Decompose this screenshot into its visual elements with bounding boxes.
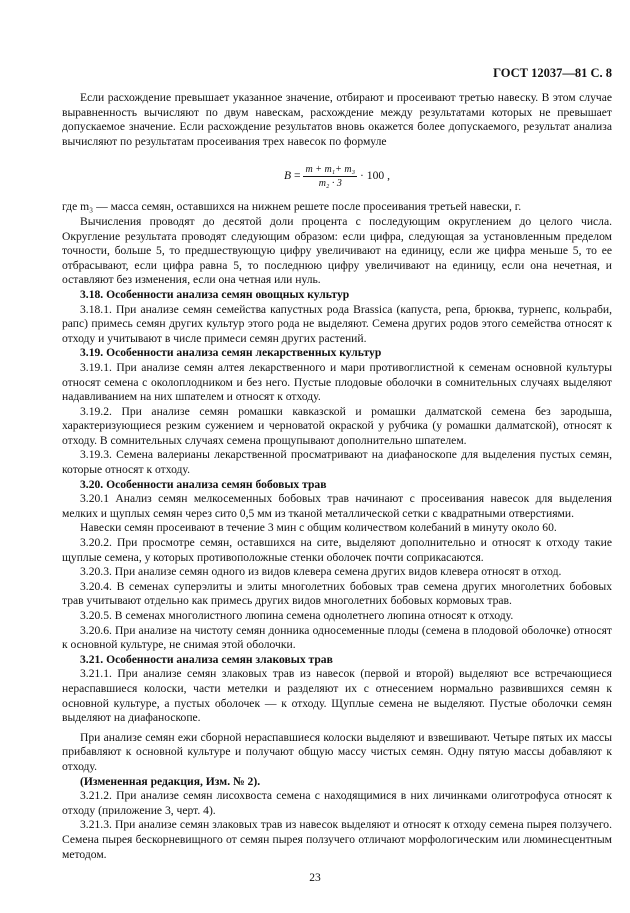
paragraph: 3.20.5. В семенах многолистного люпина семена однолетнего люпина относят к отходу.: [80, 609, 514, 622]
section-heading: (Измененная редакция, Изм. № 2).: [80, 774, 261, 788]
paragraph: 3.19.2. При анализе семян ромашки кавказской и ромашки далматской семена без зародыша, характеризующиеся резким сужением и черноватой окраской у рубчика (у ромашки далматской), относят к отходу. В сомнительных случаях семена прощупывают дополнительно шпателем.: [62, 404, 612, 447]
formula-tail: · 100 ,: [360, 169, 390, 183]
paragraph: 3.18.1. При анализе семян семейства капустных рода Brassica (капуста, репа, брюква, турнепс, кольраби, рапс) примесь семян других культур этого рода не выделяют. Семена других родов этого семейства относят к отходу и учитывают в числе примеси семян других растений.: [62, 302, 612, 345]
document-header: ГОСТ 12037—81 С. 8: [493, 66, 612, 80]
paragraph-list: [62, 215, 612, 862]
formula-lhs: B: [284, 169, 292, 183]
where-clause: где m₃ — масса семян, оставшихся на нижнем решете после просеивания третьей навески, г.: [62, 200, 522, 214]
intro-paragraph: Если расхождение превышает указанное значение, отбирают и просеивают третью навеску. В этом случае выравненность вычисляют по двум навескам, расхождение между результатами которых не превышает допускаемое значение. Если расхождение результатов вновь окажется более допускаемого, результат анализа вычисляют по результатам просеивания трех навесок по формуле: [62, 91, 612, 148]
section-heading: 3.19. Особенности анализа семян лекарственных культур: [80, 346, 382, 360]
document-body: [62, 91, 612, 862]
formula-eq: =: [294, 169, 301, 183]
paragraph: 3.20.3. При анализе семян одного из видов клевера семена других видов клевера относят в отход.: [80, 565, 562, 579]
paragraph: 3.19.3. Семена валерианы лекарственной просматривают на диафаноскопе для выделения пустых семян, которые относят к отходу.: [62, 448, 612, 477]
paragraph: 3.20.2. При просмотре семян, оставшихся на сите, выделяют дополнительно и относят к отходу такие щуплые семена, у которых противоположные стенки оболочек почти соприкасаются.: [62, 536, 612, 564]
formula-numerator: m + m₁+ m₃: [305, 164, 356, 176]
paragraph: 3.20.1 Анализ семян мелкосеменных бобовых трав начинают с просеивания навесок для выделения мелких и щуплых семян через сито 0,5 мм из тканой металлической сетки с квадратными отверстиями.: [62, 492, 612, 520]
paragraph: При анализе семян ежи сборной нераспавшиеся колоски выделяют и взвешивают. Четыре пятых их массы прибавляют к основной культуре и получают общую массу чистых семян. Одну пятую массы добавляют к отходу.: [62, 730, 612, 773]
paragraph: 3.19.1. При анализе семян алтея лекарственного и мари противоглистной к семенам основной культуры относят семена с околоплодником и без него. Пустые плодовые оболочки в сомнительных случаях выделяют надавливанием на них шпателем и относят к отходу.: [62, 360, 612, 404]
paragraph: 3.21.2. При анализе семян лисохвоста семена с находящимися в них личинками олиготрофуса относят к отходу (приложение 3, черт. 4).: [62, 789, 612, 817]
paragraph: 3.21.1. При анализе семян злаковых трав из навесок (первой и второй) выделяют все встречающиеся нераспавшиеся колоски, части метелки и разделяют их с отнесением нормально развившихся семян к основной культуре, а пустых оболочек — к отходу. Щуплые семена не выделяют. Пустые оболочки семян выделяют на диафаноскопе.: [62, 667, 612, 725]
paragraph: 3.20.6. При анализе на чистоту семян донника односеменные плоды (семена в плодовой оболочке) относят к основной культуре, не снимая этой оболочки.: [62, 623, 612, 652]
page-number: 23: [309, 872, 321, 884]
paragraph: Вычисления проводят до десятой доли процента с последующим округлением до целого числа. Округление результата проводят следующим образом: если цифра, следующая за установленным пределом точности, больше 5, то предшествующую цифру увеличивают на единицу, если же цифра меньше 5, то ее отбрасывают, если цифра равна 5, то последнюю цифру увеличивают на единицу, если она нечетная, и оставляют без изменения, если она четная или нуль.: [62, 214, 612, 287]
formula: [62, 163, 612, 190]
paragraph: 3.21.3. При анализе семян злаковых трав из навесок выделяют и относят к отходу семена пырея ползучего. Семена пырея бескорневищного от семян пырея ползучего отличают морфологическим или люминесцентным методом.: [62, 818, 612, 861]
formula-denominator: m₂ · 3: [318, 178, 342, 190]
paragraph: 3.20.4. В семенах суперэлиты и элиты многолетних бобовых трав семена других многолетних бобовых трав учитывают отдельно как примесь других видов многолетних бобовых кормовых трав.: [62, 579, 612, 608]
section-heading: 3.18. Особенности анализа семян овощных культур: [80, 287, 350, 301]
formula-fraction: [303, 163, 357, 190]
paragraph: Навески семян просеивают в течение 3 мин с общим количеством колебаний в минуту около 60.: [80, 521, 557, 535]
section-heading: 3.20. Особенности анализа семян бобовых трав: [80, 477, 327, 491]
section-heading: 3.21. Особенности анализа семян злаковых трав: [80, 652, 333, 666]
